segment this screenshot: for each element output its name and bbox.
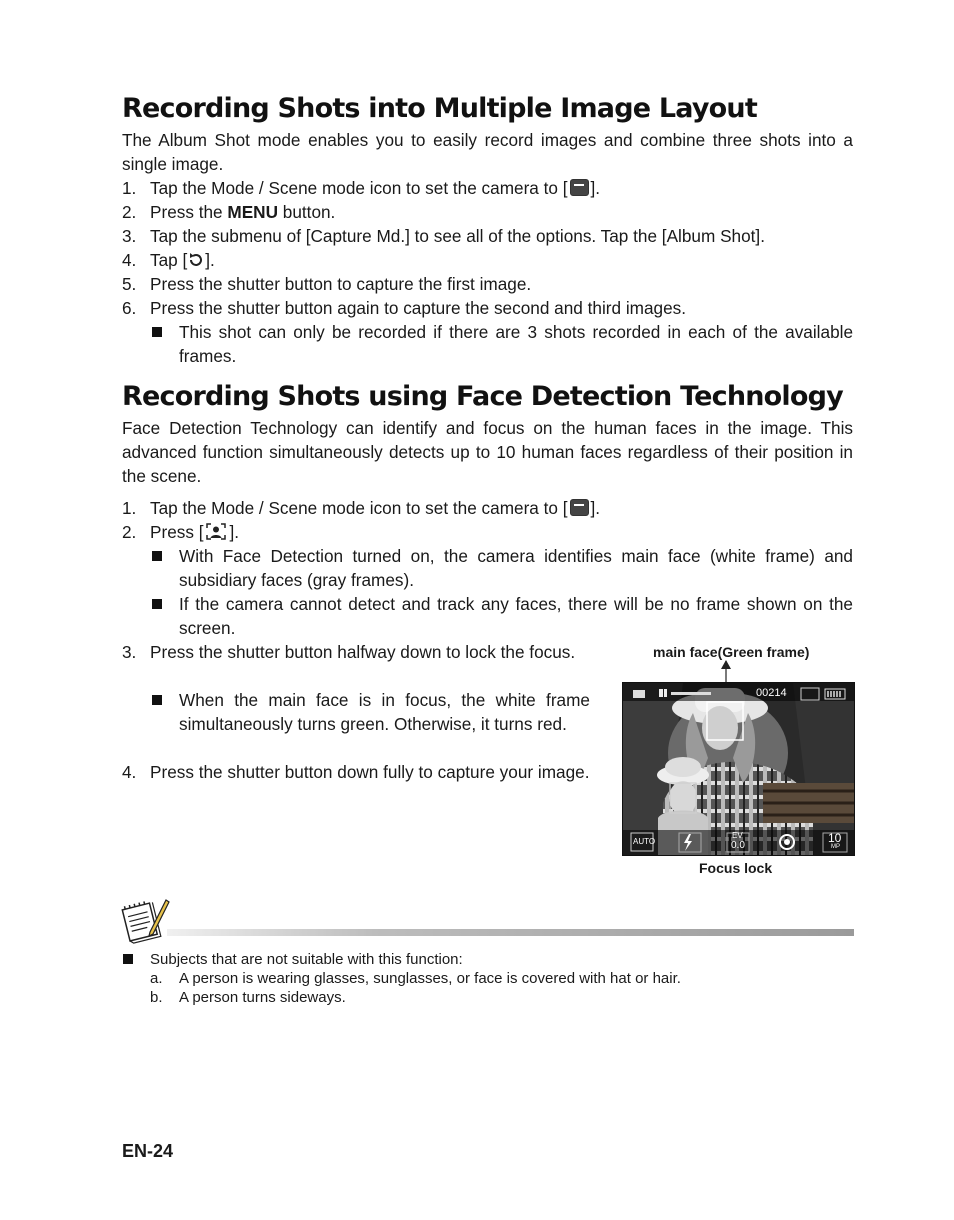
auto-mode-label: AUTO <box>633 837 656 846</box>
camera-mode-icon <box>570 179 589 196</box>
ev-label: EV <box>732 831 743 840</box>
section-title-face-detection: Recording Shots using Face Detection Technology <box>122 381 843 412</box>
bullet-square-icon <box>152 551 162 561</box>
bullet-square-icon <box>152 695 162 705</box>
note-divider <box>167 929 854 936</box>
section2-intro: Face Detection Technology can identify and focus on the human faces in the image. This advanced function simultaneously detects up to 10 human faces regardless of their position in the scene. <box>122 418 853 486</box>
section2-bullet-2: If the camera cannot detect and track any faces, there will be no frame shown on the screen. <box>179 592 853 640</box>
camera-mode-icon <box>570 499 589 516</box>
shot-counter: 00214 <box>756 687 787 699</box>
megapixel-unit: MP <box>831 844 840 850</box>
bullet-square-icon <box>152 327 162 337</box>
section2-step-3: 3. Press the shutter button halfway down to lock the focus. <box>122 642 576 662</box>
megapixel-value: 10 <box>828 831 842 845</box>
face-detection-icon <box>206 523 226 540</box>
section1-intro: The Album Shot mode enables you to easily record images and combine three shots into a single image. <box>122 130 853 174</box>
camera-lcd-photo <box>622 682 855 856</box>
section2-bullet-3: When the main face is in focus, the white frame simultaneously turns green. Otherwise, it turns red. <box>179 688 590 736</box>
section1-bullet: This shot can only be recorded if there are 3 shots recorded in each of the available frames. <box>179 320 853 368</box>
face-photo-illustration <box>623 683 854 855</box>
bullet-square-icon <box>123 954 133 964</box>
note-item-a: a. A person is wearing glasses, sunglasses, or face is covered with hat or hair. <box>150 970 681 987</box>
section-title-multiple-image: Recording Shots into Multiple Image Layout <box>122 93 757 124</box>
rotate-icon <box>188 252 204 268</box>
section2-step-4: 4. Press the shutter button down fully to capture your image. <box>122 762 590 782</box>
section2-bullet-1: With Face Detection turned on, the camera identifies main face (white frame) and subsidiary faces (gray frames). <box>179 544 853 592</box>
figure-top-caption: main face(Green frame) <box>653 644 810 660</box>
menu-keyword: MENU <box>227 202 278 222</box>
note-item-b: b. A person turns sideways. <box>150 989 346 1006</box>
note-intro: Subjects that are not suitable with this function: <box>150 950 463 969</box>
figure-bottom-caption: Focus lock <box>699 860 773 876</box>
manual-page: Recording Shots into Multiple Image Layout The Album Shot mode enables you to easily record images and combine three shots into a single image. 1. Tap the Mode / Scene mode icon to set the camera to [ ]. 2. Press the MENU button. 3. Tap the submenu of [Capture Md.] to see all of the options. Tap the [Album Shot]. 4. Tap [ ]. 5. Press the shutter button to capture the first image. 6. Press the shutter button again to capture the second and third images. This shot can only be recorded if there are 3 shots recorded in each of the available frames. Recording Shots using Face Detection Technology Face Detection Technology can identify and focus on the human faces in the image. This advanced function simultaneously detects up to 10 human faces regardless of their position in the scene. 1. Tap the Mode / Scene mode icon to set the camera to [ ]. 2. Press [ ]. With Face Detection turned on, the camera identifies main face (white frame) and subsidiary faces (gray frames). If the camera cannot detect and track any faces, there will be no frame shown on the screen. 3. Press the shutter button halfway down to lock the focus. When the main face is in focus, the white frame simultaneously turns green. Otherwise, it turns red. 4. Press the shutter button down fully to capture your image. main face(Green frame) 00214 AUTO EV 0.0 10 MP Focus lock Subjects that are not suitable with this function: a. A person is wearing glasses, sunglasses, or face is covered with hat or hair. b. A person turns sideways. EN-24 <box>122 93 853 1161</box>
ev-value: 0.0 <box>731 840 745 851</box>
bullet-square-icon <box>152 599 162 609</box>
page-number: EN-24 <box>122 1141 174 1161</box>
note-pad-icon <box>120 898 170 944</box>
